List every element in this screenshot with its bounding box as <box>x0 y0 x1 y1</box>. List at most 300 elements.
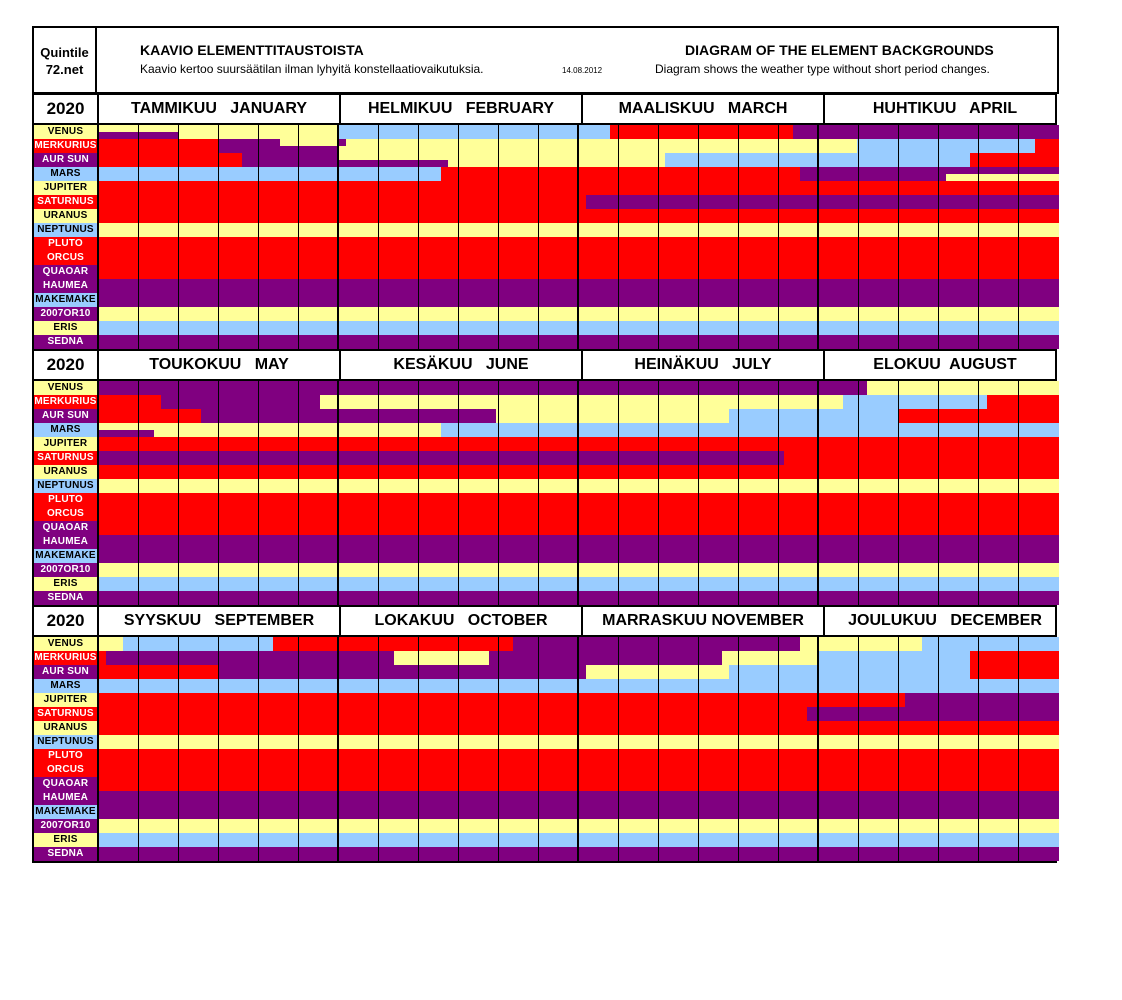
month-column <box>339 637 579 861</box>
bar-row <box>339 847 577 861</box>
bar-row <box>339 321 577 335</box>
body-label: JUPITER <box>34 693 97 707</box>
bar-segment <box>579 535 817 549</box>
bar-segment <box>579 167 800 181</box>
bar-row <box>579 819 817 833</box>
bar-segment <box>729 665 817 679</box>
bar-row <box>99 167 337 181</box>
body-label: PLUTO <box>34 749 97 763</box>
bar-segment <box>819 335 1059 349</box>
month-column <box>579 637 819 861</box>
bar-segment <box>339 521 577 535</box>
bar-segment <box>339 637 513 651</box>
bar-row <box>339 591 577 605</box>
bar-segment <box>99 465 337 479</box>
bar-row <box>819 577 1059 591</box>
bar-row <box>339 307 577 321</box>
bar-segment <box>579 293 817 307</box>
body-label: SATURNUS <box>34 707 97 721</box>
month-header: LOKAKUU OCTOBER <box>341 607 583 635</box>
month-column <box>819 637 1059 861</box>
bar-segment <box>579 381 817 395</box>
bar-row <box>339 507 577 521</box>
bar-segment <box>339 307 577 321</box>
bar-segment <box>579 791 817 805</box>
bar-segment <box>339 409 496 423</box>
bar-row <box>99 833 337 847</box>
bar-row <box>819 321 1059 335</box>
bar-row <box>819 293 1059 307</box>
bar-row <box>819 805 1059 819</box>
bar-segment <box>339 665 577 679</box>
bar-row <box>579 777 817 791</box>
bar-segment <box>99 395 161 409</box>
bar-segment <box>242 153 337 167</box>
date-label: 14.08.2012 <box>562 66 603 75</box>
body-label: URANUS <box>34 465 97 479</box>
bar-segment <box>579 237 817 251</box>
body-label: SATURNUS <box>34 451 97 465</box>
bar-segment <box>496 409 577 423</box>
month-columns <box>99 637 1059 861</box>
bar-segment <box>99 693 337 707</box>
body-label: MAKEMAKE <box>35 294 96 305</box>
bar-segment <box>579 307 817 321</box>
bar-segment <box>339 209 577 223</box>
bar-segment <box>339 237 577 251</box>
month-column <box>819 381 1059 605</box>
bar-row <box>579 479 817 493</box>
bar-segment <box>729 409 817 423</box>
bar-segment <box>218 139 280 146</box>
bar-segment <box>819 209 1059 223</box>
bar-segment <box>819 777 1059 791</box>
bar-segment <box>579 251 817 265</box>
body-label: SATURNUS <box>34 195 97 209</box>
bar-segment <box>339 493 577 507</box>
bar-segment <box>970 651 1059 665</box>
bar-row <box>339 549 577 563</box>
logo <box>34 28 97 92</box>
bar-row <box>99 125 337 139</box>
bar-segment <box>819 507 1059 521</box>
bar-segment <box>946 174 1059 181</box>
bar-segment <box>905 693 1059 707</box>
bar-segment <box>99 437 337 451</box>
bar-row <box>339 381 577 395</box>
bar-segment <box>339 749 577 763</box>
month-header: MARRASKUU NOVEMBER <box>583 607 825 635</box>
bar-row <box>579 437 817 451</box>
bar-row <box>819 651 1059 665</box>
bar-segment <box>819 321 1059 335</box>
bar-segment <box>339 819 577 833</box>
bar-row <box>99 563 337 577</box>
bar-segment <box>857 139 1035 153</box>
block-header <box>34 605 1055 637</box>
body-labels <box>34 125 99 349</box>
bar-row <box>579 707 817 721</box>
bar-row <box>99 777 337 791</box>
bar-segment <box>339 721 577 735</box>
block-rows <box>34 637 1055 861</box>
bar-segment <box>99 479 337 493</box>
bar-row <box>339 777 577 791</box>
block-header <box>34 349 1055 381</box>
bar-segment <box>339 847 577 861</box>
bar-segment <box>819 223 1059 237</box>
bar-row <box>819 591 1059 605</box>
bar-segment <box>99 153 218 167</box>
bar-row <box>579 335 817 349</box>
year-label: 2020 <box>34 95 99 123</box>
bar-row <box>99 791 337 805</box>
month-column <box>339 381 579 605</box>
bar-row <box>339 665 577 679</box>
bar-row <box>579 563 817 577</box>
bar-segment <box>819 437 1059 451</box>
bar-row <box>819 833 1059 847</box>
bar-segment <box>339 465 577 479</box>
bar-row <box>99 265 337 279</box>
bar-segment <box>819 763 1059 777</box>
bar-segment <box>99 381 337 395</box>
bar-row <box>579 395 817 409</box>
bar-row <box>819 563 1059 577</box>
bar-row <box>579 507 817 521</box>
bar-segment <box>987 395 1059 409</box>
bar-segment <box>346 139 577 146</box>
bar-segment <box>819 423 1059 437</box>
bar-segment <box>99 146 218 153</box>
bar-row <box>339 651 577 665</box>
bar-row <box>579 409 817 423</box>
bar-segment <box>441 167 577 181</box>
bar-row <box>579 381 817 395</box>
bar-row <box>579 591 817 605</box>
bar-row <box>819 479 1059 493</box>
bar-segment <box>99 791 337 805</box>
bar-row <box>339 251 577 265</box>
bar-segment <box>218 153 242 167</box>
bar-segment <box>339 381 577 395</box>
bar-segment <box>819 637 922 651</box>
bar-row <box>339 195 577 209</box>
bar-row <box>99 195 337 209</box>
bar-segment <box>99 409 201 423</box>
bar-segment <box>99 451 337 465</box>
bar-segment <box>99 237 337 251</box>
bar-segment <box>99 535 337 549</box>
bar-row <box>579 549 817 563</box>
bar-segment <box>819 749 1059 763</box>
logo-line2: 72.net <box>45 62 84 77</box>
body-label: JUPITER <box>34 181 97 195</box>
bar-segment <box>579 805 817 819</box>
bar-segment <box>99 577 337 591</box>
body-label: AUR SUN <box>34 665 97 679</box>
bar-segment <box>339 181 577 195</box>
bar-segment <box>339 223 577 237</box>
bar-row <box>339 153 577 167</box>
bar-segment <box>280 139 337 146</box>
bar-segment <box>579 479 817 493</box>
logo-line1: Quintile <box>40 45 89 60</box>
bar-segment <box>513 637 577 651</box>
bar-segment <box>819 563 1059 577</box>
body-labels <box>34 637 99 861</box>
bar-segment <box>339 167 441 181</box>
bar-segment <box>201 409 337 423</box>
bar-row <box>99 549 337 563</box>
bar-segment <box>819 535 1059 549</box>
bar-row <box>99 651 337 665</box>
bar-row <box>819 493 1059 507</box>
body-label: AUR SUN <box>34 153 97 167</box>
block-rows <box>34 381 1055 605</box>
bar-segment <box>579 153 665 167</box>
bar-row <box>579 465 817 479</box>
body-labels <box>34 381 99 605</box>
bar-row <box>819 819 1059 833</box>
bar-segment <box>99 493 337 507</box>
bar-segment <box>339 437 577 451</box>
subtitle-en: Diagram shows the weather type without short period changes. <box>655 62 990 76</box>
bar-row <box>339 423 577 437</box>
bar-row <box>579 423 817 437</box>
bar-segment <box>99 293 337 307</box>
body-label: 2007OR10 <box>34 307 97 321</box>
body-label: ERIS <box>34 833 97 847</box>
bar-row <box>339 395 577 409</box>
bar-row <box>339 493 577 507</box>
body-label: VENUS <box>34 125 97 139</box>
bar-segment <box>929 395 987 409</box>
bar-row <box>579 805 817 819</box>
bar-row <box>579 721 817 735</box>
bar-segment <box>99 749 337 763</box>
bar-row <box>99 451 337 465</box>
bar-segment <box>99 665 218 679</box>
bar-segment <box>99 507 337 521</box>
bar-row <box>99 693 337 707</box>
bar-segment <box>339 693 577 707</box>
bar-row <box>819 847 1059 861</box>
bar-segment <box>970 665 1059 679</box>
bar-segment <box>339 833 577 847</box>
bar-row <box>99 381 337 395</box>
bar-segment <box>579 735 817 749</box>
bar-row <box>819 237 1059 251</box>
body-label: HAUMEA <box>34 279 97 293</box>
bar-segment <box>99 279 337 293</box>
bar-segment <box>99 307 337 321</box>
month-header: HEINÄKUU JULY <box>583 351 825 379</box>
body-label: MARS <box>34 679 97 693</box>
bar-row <box>579 679 817 693</box>
bar-row <box>579 125 817 139</box>
month-header: HUHTIKUU APRIL <box>872 100 1018 117</box>
body-label: MERKURIUS <box>34 396 97 407</box>
year-label: 2020 <box>34 351 99 379</box>
month-column <box>99 637 339 861</box>
bar-segment <box>819 307 1059 321</box>
bar-row <box>99 209 337 223</box>
bar-segment <box>970 153 1059 167</box>
bar-segment <box>99 223 337 237</box>
month-column <box>819 125 1059 349</box>
bar-row <box>99 279 337 293</box>
bar-segment <box>339 707 577 721</box>
bar-row <box>819 549 1059 563</box>
bar-row <box>99 293 337 307</box>
bar-segment <box>99 549 337 563</box>
bar-segment <box>99 563 337 577</box>
bar-row <box>579 209 817 223</box>
bar-segment <box>99 423 337 430</box>
bar-row <box>99 409 337 423</box>
subtitle-fi: Kaavio kertoo suursäätilan ilman lyhyitä konstellaatiovaikutuksia. <box>140 62 484 76</box>
bar-row <box>819 679 1059 693</box>
bar-segment <box>441 423 577 437</box>
title-fi: KAAVIO ELEMENTTITAUSTOISTA <box>140 42 364 58</box>
bar-row <box>339 479 577 493</box>
bar-segment <box>339 535 577 549</box>
bar-segment <box>819 451 1059 465</box>
bar-row <box>339 791 577 805</box>
bar-segment <box>99 651 106 665</box>
bar-segment <box>922 637 1059 651</box>
bar-segment <box>579 847 817 861</box>
bar-row <box>819 395 1059 409</box>
bar-segment <box>819 665 970 679</box>
bar-row <box>579 749 817 763</box>
bar-segment <box>579 637 800 651</box>
bar-row <box>819 209 1059 223</box>
bar-segment <box>819 479 1059 493</box>
bar-segment <box>99 591 337 605</box>
body-label: VENUS <box>34 637 97 651</box>
bar-segment <box>99 209 337 223</box>
body-label: JUPITER <box>34 437 97 451</box>
bar-segment <box>819 549 1059 563</box>
bar-row <box>339 535 577 549</box>
bar-segment <box>819 521 1059 535</box>
body-label: MARS <box>34 423 97 437</box>
bar-segment <box>819 577 1059 591</box>
quarter-block <box>32 93 1057 349</box>
bar-segment <box>99 833 337 847</box>
bar-segment <box>339 251 577 265</box>
bar-segment <box>99 679 337 693</box>
bar-row <box>99 335 337 349</box>
bar-row <box>819 265 1059 279</box>
bar-row <box>339 125 577 139</box>
body-label: MAKEMAKE <box>35 550 96 561</box>
bar-segment <box>339 395 577 409</box>
body-label: ORCUS <box>34 251 97 265</box>
bar-row <box>819 451 1059 465</box>
bar-row <box>819 423 1059 437</box>
bar-row <box>99 465 337 479</box>
body-label: QUAOAR <box>34 265 97 279</box>
bar-segment <box>579 223 817 237</box>
bar-row <box>339 335 577 349</box>
bar-segment <box>819 805 1059 819</box>
body-label: AUR SUN <box>34 409 97 423</box>
bar-row <box>579 181 817 195</box>
bar-row <box>99 847 337 861</box>
bar-segment <box>819 591 1059 605</box>
bar-row <box>579 195 817 209</box>
bar-segment <box>99 805 337 819</box>
bar-segment <box>579 209 817 223</box>
bar-segment <box>489 651 577 665</box>
bar-row <box>339 805 577 819</box>
bar-segment <box>800 167 817 181</box>
bar-segment <box>819 465 1059 479</box>
bar-row <box>99 577 337 591</box>
body-label: ERIS <box>34 577 97 591</box>
bar-segment <box>579 451 784 465</box>
body-label: NEPTUNUS <box>34 735 97 749</box>
bar-segment <box>819 395 843 409</box>
body-label: ORCUS <box>34 763 97 777</box>
bar-segment <box>579 335 817 349</box>
bar-row <box>339 521 577 535</box>
bar-segment <box>339 479 577 493</box>
bar-row <box>579 637 817 651</box>
bar-row <box>819 153 1059 167</box>
bar-segment <box>339 125 577 139</box>
bar-segment <box>161 395 320 409</box>
bar-row <box>819 139 1059 153</box>
bar-segment <box>579 181 817 195</box>
bar-segment <box>339 293 577 307</box>
bar-row <box>339 409 577 423</box>
bar-segment <box>784 451 817 465</box>
chart-header <box>32 26 1059 94</box>
bar-segment <box>339 507 577 521</box>
bar-row <box>819 307 1059 321</box>
bar-segment <box>579 409 729 423</box>
bar-row <box>819 195 1059 209</box>
bar-row <box>579 847 817 861</box>
bar-row <box>99 139 337 153</box>
body-label: ERIS <box>34 321 97 335</box>
bar-row <box>579 693 817 707</box>
bar-row <box>339 721 577 735</box>
bar-row <box>819 707 1059 721</box>
bar-row <box>819 749 1059 763</box>
bar-row <box>579 833 817 847</box>
bar-segment <box>579 195 586 209</box>
bar-row <box>99 395 337 409</box>
bar-segment <box>819 833 1059 847</box>
bar-segment <box>819 181 1059 195</box>
month-columns <box>99 125 1059 349</box>
bar-row <box>99 307 337 321</box>
bar-row <box>99 437 337 451</box>
bar-segment <box>339 321 577 335</box>
quarter-block <box>32 349 1057 605</box>
bar-segment <box>99 139 218 146</box>
bar-segment <box>99 321 337 335</box>
bar-row <box>819 223 1059 237</box>
bar-row <box>339 181 577 195</box>
bar-row <box>99 749 337 763</box>
bar-segment <box>579 493 817 507</box>
